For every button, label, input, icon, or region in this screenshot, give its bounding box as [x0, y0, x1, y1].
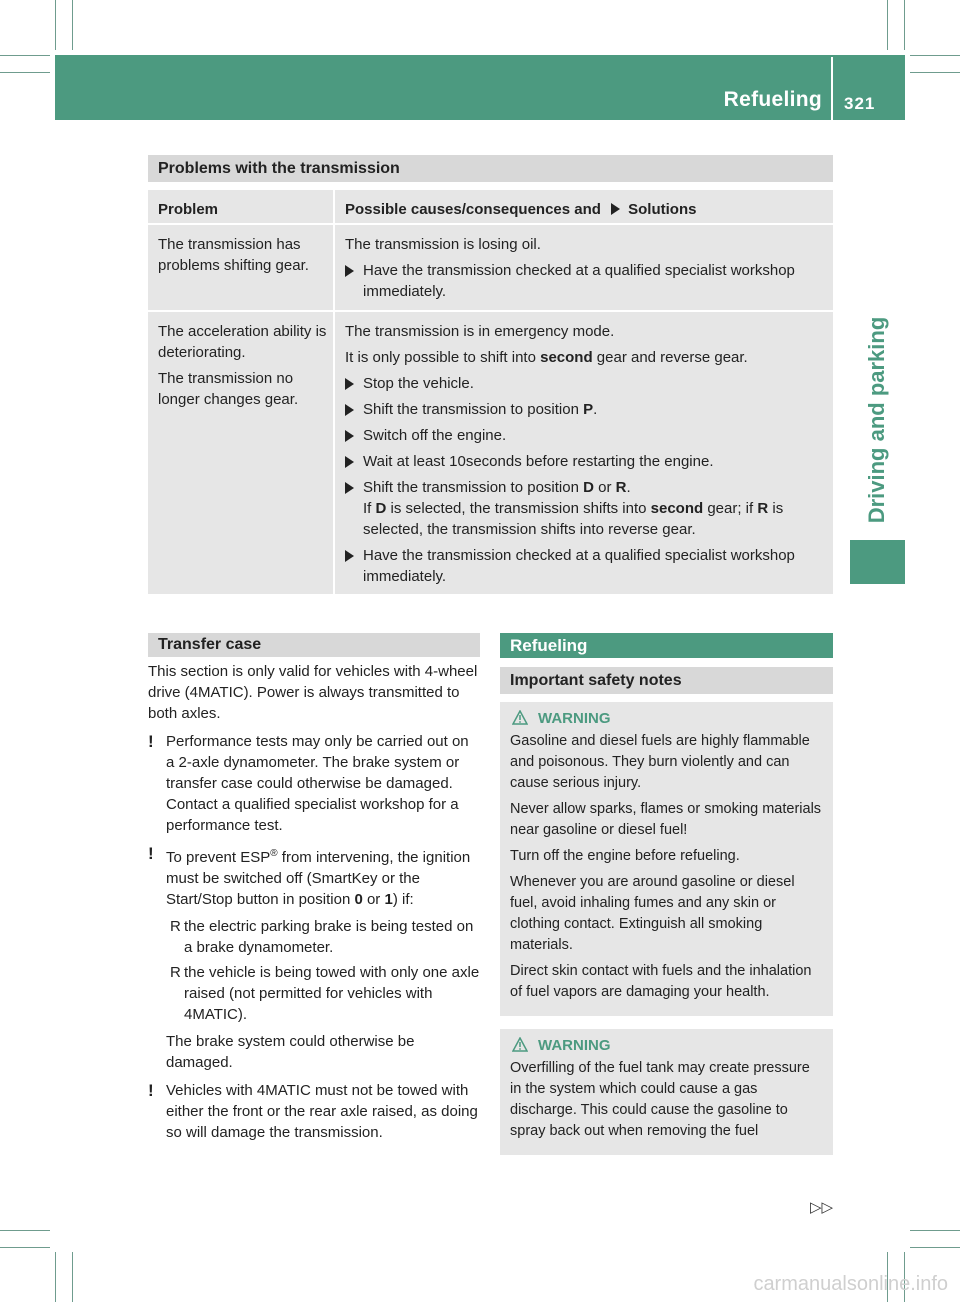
chapter-tab-label: Driving and parking — [864, 316, 889, 524]
exclamation-icon: ! — [148, 844, 154, 863]
solution-step: Wait at least 10seconds before restarting the engine. — [345, 451, 825, 472]
table-header-problem: Problem — [148, 190, 333, 223]
solution-step: Switch off the engine. — [345, 425, 825, 446]
warning-triangle-icon — [512, 1037, 528, 1052]
table-header-solutions — [335, 190, 833, 223]
crop-mark — [887, 0, 888, 50]
caution-note: ! Performance tests may only be carried out on a 2-axle dynamometer. The brake system or transfer case could otherwise be damaged. Contact a qualified specialist workshop for a performance test. — [148, 732, 469, 834]
solution-step: Shift the transmission to position D or R. If D is selected, the transmission shifts into second gear; if R is selected, the transmission shifts into reverse gear. — [345, 477, 825, 540]
header-divider — [831, 57, 833, 122]
warning-text: Turn off the engine before refueling. — [510, 848, 740, 864]
warning-title: WARNING — [510, 708, 825, 729]
problem-text: The acceleration ability is deteriorating. — [158, 323, 327, 361]
warning-text: Never allow sparks, flames or smoking materials near gasoline or diesel fuel! — [510, 801, 822, 838]
warning-triangle-icon — [512, 710, 528, 725]
solution-arrow-icon — [345, 550, 354, 562]
table-cell-solution — [335, 225, 833, 310]
bullet-item: R the electric parking brake is being tested on a brake dynamometer. — [170, 918, 474, 956]
step-text: Have the transmission checked at a qualified specialist workshop immediately. — [363, 262, 795, 300]
table-cell-problem — [148, 312, 333, 594]
crop-mark — [55, 1252, 56, 1302]
crop-mark — [910, 1230, 960, 1231]
solution-step: Shift the transmission to position P. — [345, 399, 825, 420]
solution-arrow-icon — [345, 378, 354, 390]
header-solutions-label: Solutions — [628, 201, 697, 218]
solution-arrow-icon — [345, 456, 354, 468]
intro-text: This section is only valid for vehicles with 4-wheel drive (4MATIC). Power is always transmitted to both axles. — [148, 663, 478, 722]
crop-mark — [0, 1230, 50, 1231]
crop-mark — [72, 1252, 73, 1302]
warning-box — [500, 702, 833, 1016]
solution-arrow-icon — [345, 482, 354, 494]
caution-note: ! To prevent ESP® from intervening, the ignition must be switched off (SmartKey or the Start/Stop button in position 0 or 1) if: R the electric parking brake is being tested on a brake dynamometer. R the vehicle is being towed with only one axle raised (not permitted for vehicles with 4MATIC). The brake system could otherwise be damaged. — [148, 844, 480, 1071]
warning-box — [500, 1029, 833, 1155]
warning-title: WARNING — [510, 1035, 825, 1056]
solution-arrow-icon — [345, 430, 354, 442]
solution-arrow-icon — [345, 265, 354, 277]
table-cell-problem — [148, 225, 333, 310]
cause-text: The transmission is losing oil. — [345, 236, 541, 253]
transfer-case-section — [148, 633, 480, 1150]
warning-text: Gasoline and diesel fuels are highly flammable and poisonous. They burn violently and can cause serious injury. — [510, 733, 810, 791]
running-title: Refueling — [723, 88, 822, 111]
solution-step — [345, 260, 825, 302]
table-cell-solution — [335, 312, 833, 594]
watermark: carmanualsonline.info — [753, 1273, 948, 1295]
cause-text: The transmission is in emergency mode. — [345, 323, 615, 340]
crop-mark — [0, 55, 50, 56]
exclamation-icon: ! — [148, 732, 154, 751]
bullet-item: R the vehicle is being towed with only one axle raised (not permitted for vehicles with 4MATIC). — [170, 964, 480, 1023]
solution-step: Have the transmission checked at a qualified specialist workshop immediately. — [345, 545, 825, 587]
exclamation-icon: ! — [148, 1081, 154, 1100]
bullet-icon: R — [170, 964, 181, 981]
warning-text: Direct skin contact with fuels and the inhalation of fuel vapors are damaging your health. — [510, 963, 812, 1000]
section-heading: Transfer case — [148, 633, 480, 657]
solution-arrow-icon — [611, 203, 620, 215]
table-title: Problems with the transmission — [148, 155, 833, 182]
crop-mark — [904, 0, 905, 50]
page-number: 321 — [844, 94, 876, 113]
section-heading: Refueling — [500, 633, 833, 658]
cause-text: It is only possible to shift into second gear and reverse gear. — [345, 349, 748, 366]
refueling-section — [500, 633, 833, 1168]
problem-text: The transmission has problems shifting gear. — [158, 236, 309, 274]
crop-mark — [72, 0, 73, 50]
solution-step: Stop the vehicle. — [345, 373, 825, 394]
note-text: The brake system could otherwise be damaged. — [166, 1033, 415, 1071]
subsection-heading: Important safety notes — [500, 667, 833, 694]
solution-arrow-icon — [345, 404, 354, 416]
header-causes-label: Possible causes/consequences and — [345, 201, 601, 218]
continued-icon: ▷▷ — [810, 1199, 834, 1216]
crop-mark — [910, 55, 960, 56]
crop-mark — [910, 1247, 960, 1248]
caution-note: ! Vehicles with 4MATIC must not be towed with either the front or the rear axle raised, as doing so will damage the transmission. — [148, 1081, 478, 1141]
bullet-icon: R — [170, 918, 181, 935]
crop-mark — [0, 1247, 50, 1248]
crop-mark — [910, 72, 960, 73]
crop-mark — [0, 72, 50, 73]
problem-text: The transmission no longer changes gear. — [158, 370, 299, 408]
chapter-tab-marker — [850, 540, 905, 584]
warning-text: Overfilling of the fuel tank may create pressure in the system which could cause a gas discharge. This could cause the gasoline to spray back out when removing the fuel — [510, 1060, 810, 1139]
crop-mark — [55, 0, 56, 50]
warning-text: Whenever you are around gasoline or diesel fuel, avoid inhaling fumes and any skin or clothing contact. Extinguish all smoking materials. — [510, 874, 795, 953]
